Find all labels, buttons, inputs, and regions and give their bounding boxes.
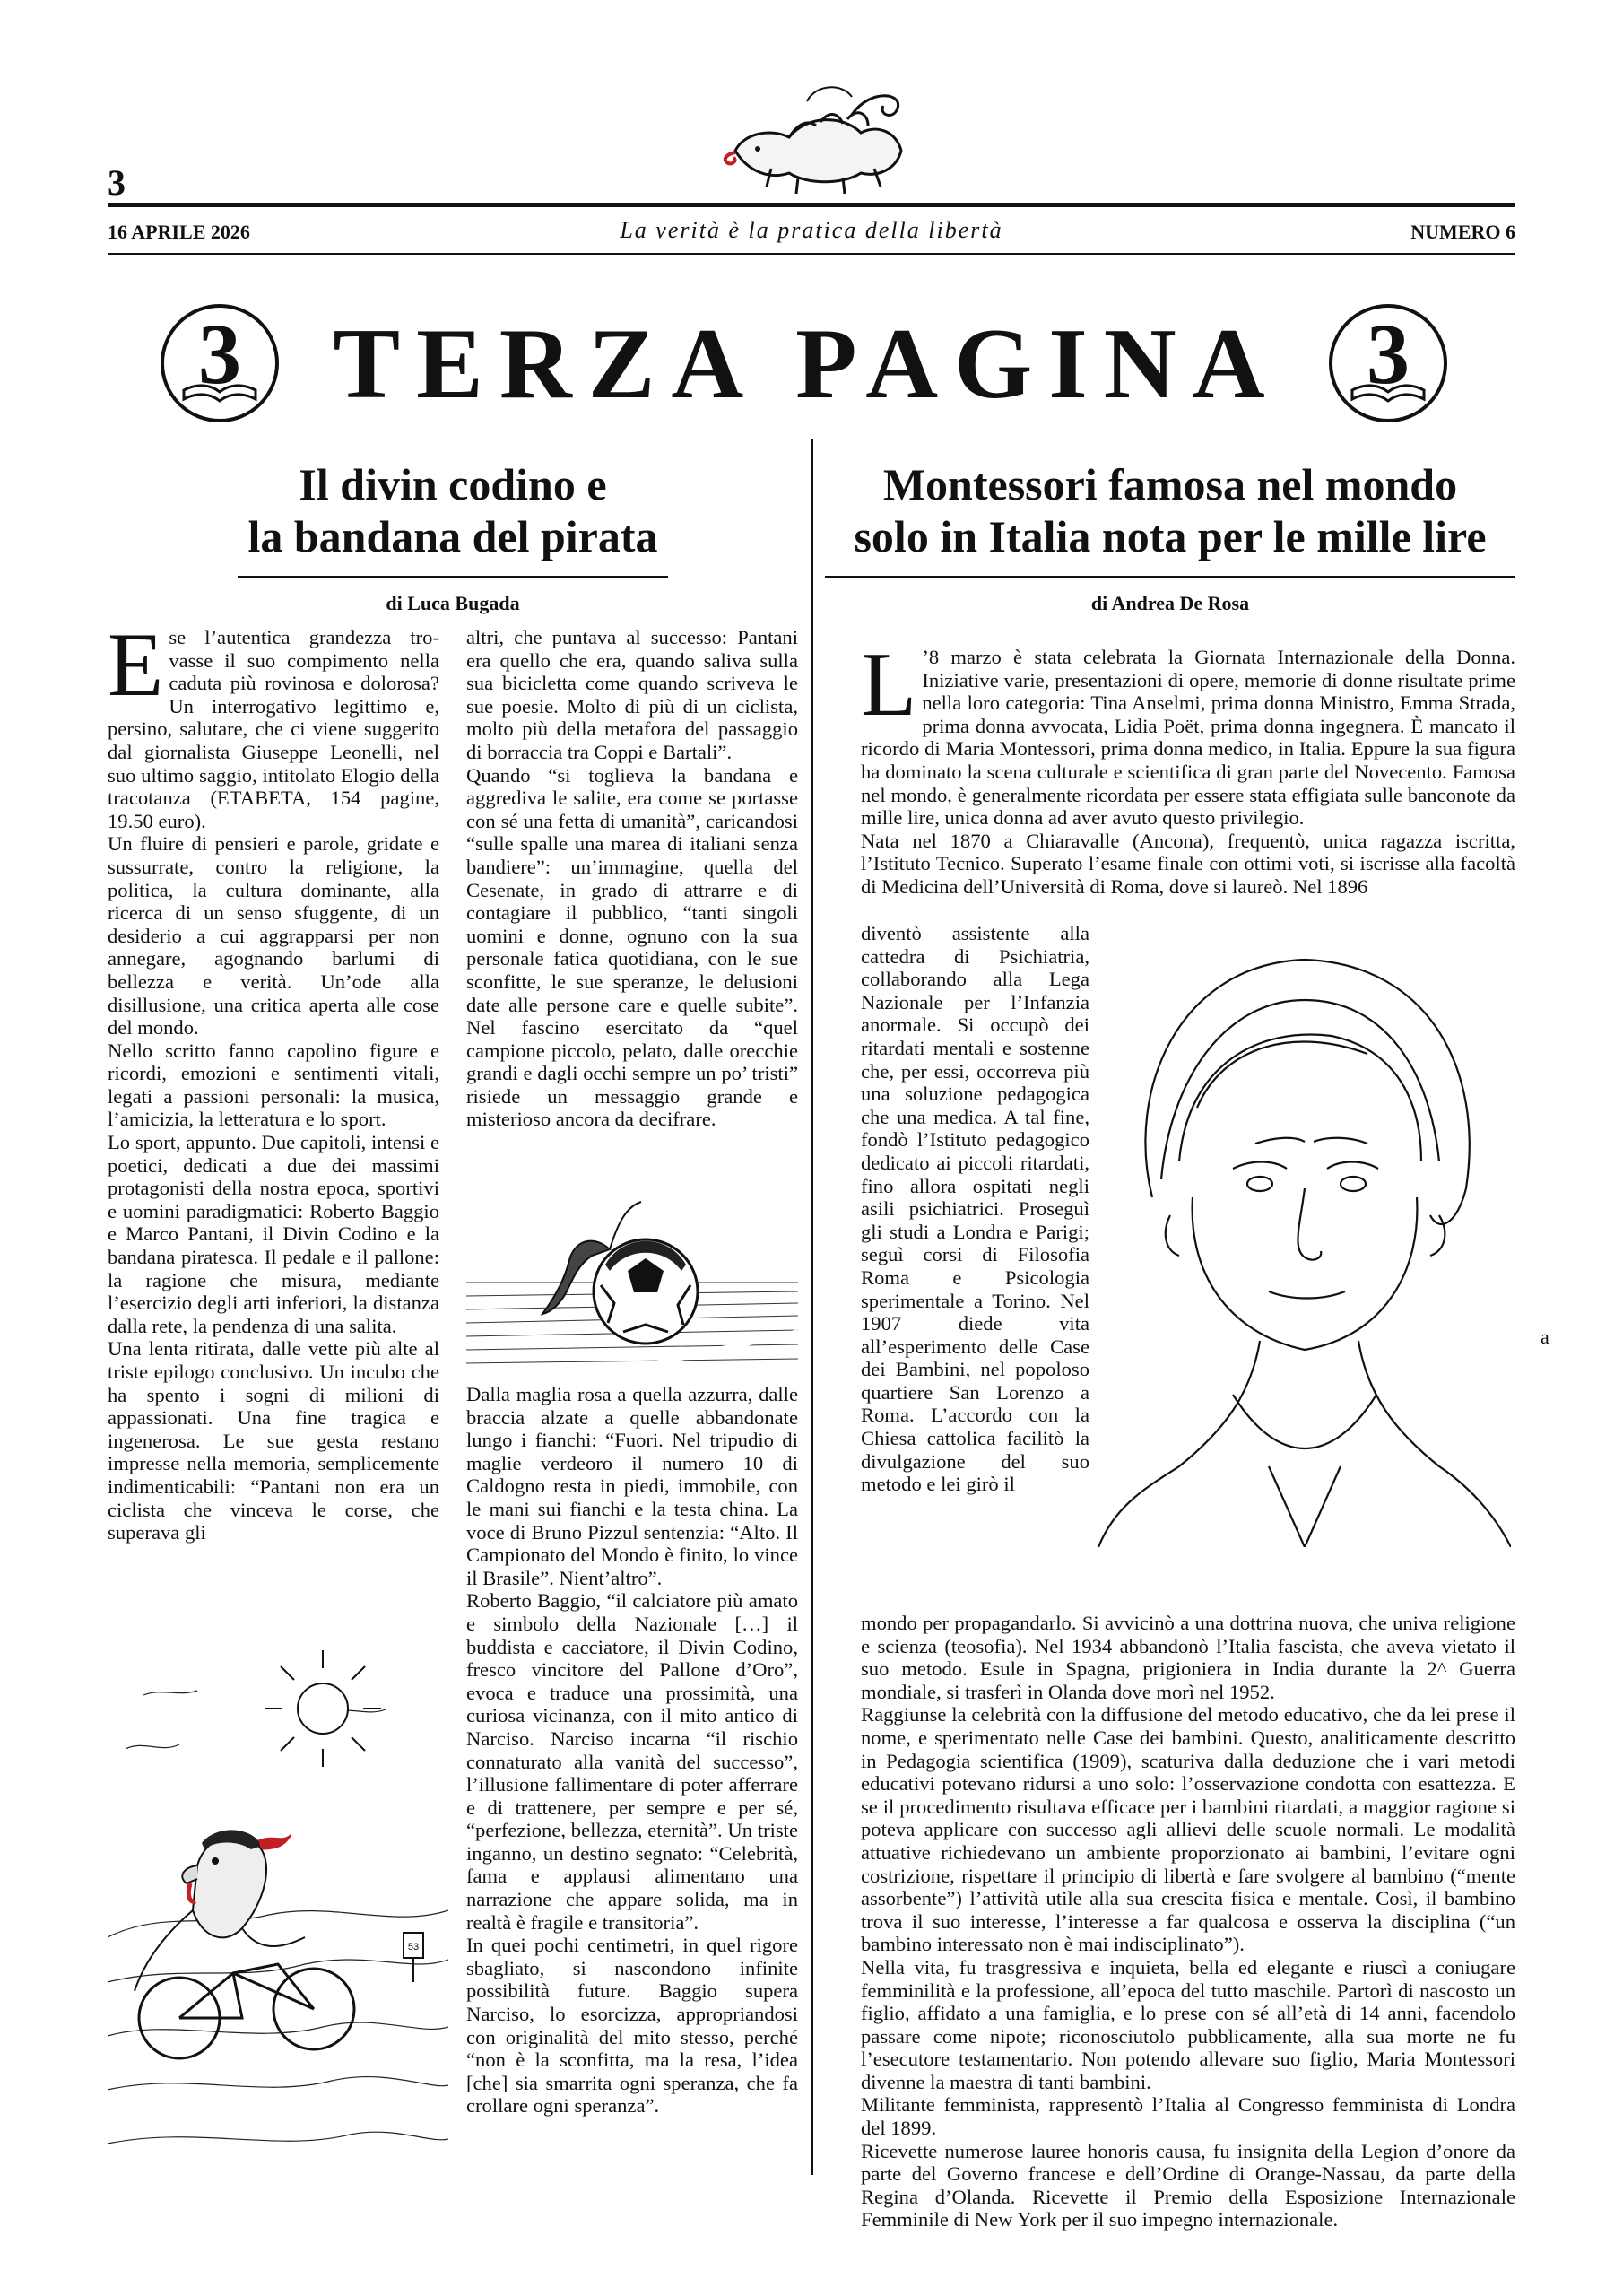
paragraph: Nello scritto fanno capolino figure e ricordi, emozioni e sentimenti vitali, legati a passioni personali: la musica, l’amicizia, la letteratura e lo sport. [108,1039,439,1131]
article-right-headline [825,459,1515,562]
article-right-body [861,1612,1515,2231]
headline-line: la bandana del pirata [247,510,658,561]
logo-numeral-left: 3 [198,306,241,402]
masthead-motto: La verità è la pratica della libertà [620,217,1003,243]
article-left-byline: di Luca Bugada [386,592,520,614]
paragraph: Un fluire di pensieri e parole, gridate e sussurrate, contro la religione, la politica, la cultura dominante, alla ricerca di un senso sfuggente, di un desiderio a cui aggrapparsi per non annegare, agognando barlumi di bellezza e verità. Un’ode alla disillusione, una critica aperta alle cose del mondo. [108,832,439,1039]
paragraph: Nella vita, fu trasgressiva e inquieta, bella ed elegante e riuscì a coniugare femminilità e la professione, all’epoca del tutto maschile. Partorì di nascosto un figlio, affidato a una famiglia, e lo prese con sé all’età di 14 anni, facendolo passare come nipote; riconosciutolo pubblicamente, alla sua morte ne fu l’esecutore testamentario. Non potendo allevare suo figlio, Maria Montessori divenne la maestra di tanti bambini. [861,1955,1515,2093]
paragraph: Dalla maglia rosa a quella azzurra, dalle braccia alzate a quelle abbandonate lungo i fianchi: “Fuori. Nel tripudio di maglie verdeoro il numero 10 di Caldogno resta in piedi, immobile, con le mani sui fianchi e la testa china. La voce di Bruno Pizzul sentenzia: “Alto. Il Campionato del Mondo è finito, lo vince il Brasile”. Nient’altro”. [466,1383,798,1589]
issue-number: NUMERO 6 [1410,221,1515,243]
paragraph: Quando “si toglieva la bandana e aggrediva le salite, era come se portasse con sé una fetta di umanità”, caricandosi “sulle spalle una marea di italiani senza bandiere”: un’immagine, quella del Cesenate, in grado di attrarre e di contagiare il pubblico, “tanti singoli uomini e donne, ognuno con la sua personale fatica quotidiana, con le sue sconfitte, le sue speranze, le delusioni date alle persone care e quelle subite”. Nel fascino esercitato da “quel campione piccolo, pelato, dalle orecchie grandi e dagli occhi sempre un po’ tristi” risiede un messaggio grande e misterioso ancora da decifrare. [466,763,798,1131]
road-sign-text: 53 [407,1942,420,1952]
dragon-emblem-icon [717,79,924,204]
drop-cap: L [861,634,917,735]
headline-rule [238,576,668,578]
headline-line: Montessori famosa nel mondo [882,459,1458,509]
sun-icon [265,1650,381,1767]
masthead-rule-top [108,203,1515,207]
football-ponytail-illustration [466,1197,798,1372]
section-title: TERZA PAGINA [333,309,1281,420]
paragraph: Roberto Baggio, “il calciatore più amato e simbolo della Nazionale […] il buddista e cacciatore, il Divin Codino, fresco vincitore del Pallone d’Oro”, evoca e traduce una prossimità, una curiosa vicinanza, con il mito antico di Narciso. Narciso incarna “il rischio connaturato alla vanità del successo”, l’illusione fallimentare di poter afferrare e di trattenere, per sempre e per sé, “perfezione, bellezza, eternità”. Un triste inganno, un destino segnato: “Celebrità, fama e applausi alimentano una narrazione che appare solida, ma in realtà è fragile e transitoria”. [466,1589,798,1934]
paragraph: Lo sport, appunto. Due capitoli, intensi e poetici, dedicati a due dei massimi protagonisti della nostra epoca, sportivi e uomini paradigmatici: Roberto Baggio e Marco Pantani, il Divin Codino e la bandana piratesca. Il pedale e il pallone: la ragione che misura, mediante l’esercizio degli arti inferiori, la distanza dalla rete, la pendenza di una salita. [108,1131,439,1337]
paragraph: altri, che puntava al successo: Pantani era quello che era, quando saliva sulla sua bicicletta come quando scriveva le sue poesie. Molto di più di un ciclista, molto più della metafora del passaggio di borraccia tra Coppi e Bartali”. [466,626,798,763]
paragraph: Raggiunse la celebrità con la diffusione del metodo educativo, che da lei prese il nome, e sperimentato nelle Case dei bambini. Questo, analiticamente descritto in Pedagogia scientifica (1909), scaturiva dalla deduzione che i vari metodi educativi potevano ridursi a uno solo: l’osservazione condotta con esattezza. E se il procedimento risultava efficace per i bambini ritardati, a maggior ragione si poteva applicare con successo agli allievi delle scuole normali. Le modalità attuative richiedevano un ambiente proporzionato ai bambini, l’evitare ogni costrizione, rispettare il principio di libertà e fare svolgere al bambino (“mente assorbente”) l’attività utile alla sua crescita fisica e mentale. Così, il bambino trova il suo interesse, l’interesse a far qualcosa e osserva la disciplina (“un bambino interessato non è mai indisciplinato”). [861,1703,1515,1956]
article-left-headline [108,459,798,562]
drop-cap: E [108,614,164,716]
article-right-byline: di Andrea De Rosa [1090,592,1250,614]
stray-letter: a [1541,1326,1549,1348]
paragraph: Ricevette numerose lauree honoris causa, fu insignita della Legion d’onore da parte del Governo francese e dell’Ordine di Orange-Nassau, da parte della Regina d’Olanda. Ricevette il Premio della Esposizione Internazionale Femminile di New York per il suo impegno internazionale. [861,2139,1515,2231]
issue-date: 16 APRILE 2026 [108,221,250,243]
paragraph: L ’8 marzo è stata celebrata la Giornata Internazionale della Donna. Iniziative varie, presentazioni di opere, memorie di donne risultate prime nella loro categoria: Tina Anselmi, prima donna Ministro, Emma Strada, prima donna avvocata, Lidia Poët, prima donna ingegnera. È mancato il ricordo di Maria Montessori, prima donna medico, in Italia. Eppure la sua figura ha dominato la scena culturale e scientifica di gran parte del Novecento. Famosa nel mondo, è generalmente ricordata per essere stata effigiata sulle banconote da mille lire, unica donna ad aver avuto questo privilegio. [861,634,1515,830]
article-right-intro [861,634,1515,899]
paragraph: mondo per propagandarlo. Si avvicinò a una dottrina nuova, che univa religione e scienza (teosofia). Nel 1934 abbandonò l’Italia fascista, che aveva vietato il suo metodo. Esule in Spagna, prigioniera in India durante la 2^ Guerra mondiale, si trasferì in Olanda dove morì nel 1952. [861,1612,1515,1703]
headline-line: Il divin codino e [299,459,607,509]
column-divider [812,439,813,2175]
article-left-column-2-continued [466,1383,798,2118]
parrot-cyclist-illustration [108,1641,448,2175]
book-three-logo-icon [157,300,282,426]
masthead-rule-bottom [108,253,1515,255]
football-icon [594,1239,698,1344]
paragraph: Militante femminista, rappresentò l’Italia al Congresso femminista di Londra del 1899. [861,2093,1515,2140]
article-right-narrow-column [861,922,1089,1496]
paragraph: In quei pochi centimetri, in quel rigore sbagliato, si nascondono infinite possibilità future. Baggio supera Narciso, lo esorcizza, appropriandosi con originalità del mito stesso, perché “non è la sconfitta, ma la resa, l’idea [che] sia smarrita ogni speranza, che fa crollare ogni speranza”. [466,1934,798,2118]
headline-line: solo in Italia nota per le mille lire [854,510,1487,561]
paragraph: Una lenta ritirata, dalle vette più alte al triste epilogo conclusivo. Un incubo che ha spento i sogni di milioni di appassionati. Una fine tragica e ingenerosa. Le sue gesta restano impresse nella memoria, semplicemente indimenticabili: “Pantani non era un ciclista che vinceva le corse, che superava gli [108,1337,439,1544]
article-left-column-2 [466,626,798,1131]
article-left-column-1 [108,614,439,1544]
paragraph: Nata nel 1870 a Chiaravalle (Ancona), frequentò, unica ragazza iscritta, l’Istituto Tecnico. Superato l’esame finale con ottimi voti, si iscrisse alla facoltà di Medicina dell’Università di Roma, dove si laureò. Nel 1896 [861,829,1515,898]
montessori-portrait-illustration [1098,928,1511,1547]
book-three-logo-icon [1325,300,1451,426]
paragraph: E se l’autentica grandezza tro-vasse il suo compimento nella caduta più rovinosa e dolorosa? Un interrogativo legittimo e, persino, salutare, che ci viene suggerito dal giornalista Giuseppe Leonelli, nel suo ultimo saggio, intitolato Elogio della tracotanza (ETABETA, 154 pagine, 19.50 euro). [108,614,439,832]
headline-rule [825,576,1515,578]
page-number: 3 [108,162,126,203]
paragraph: diventò assistente alla cattedra di Psichiatria, collaborando alla Lega Nazionale per l’Infanzia anormale. Si occupò dei ritardati mentali e sostenne che, per essi, occorreva più una soluzione pedagogica che una medica. A tal fine, fondò l’Istituto pedagogico dedicato ai piccoli ritardati, fino allora ospitati negli asili psichiatrici. Proseguì gli studi a Londra e Parigi; seguì corsi di Filosofia Roma e Psicologia sperimentale a Torino. Nel 1907 diede vita all’esperimento delle Case dei Bambini, nel popoloso quartiere San Lorenzo a Roma. L’accordo con la Chiesa cattolica facilitò la divulgazione del suo metodo e lei girò il [861,922,1089,1496]
logo-numeral-right: 3 [1367,306,1410,402]
